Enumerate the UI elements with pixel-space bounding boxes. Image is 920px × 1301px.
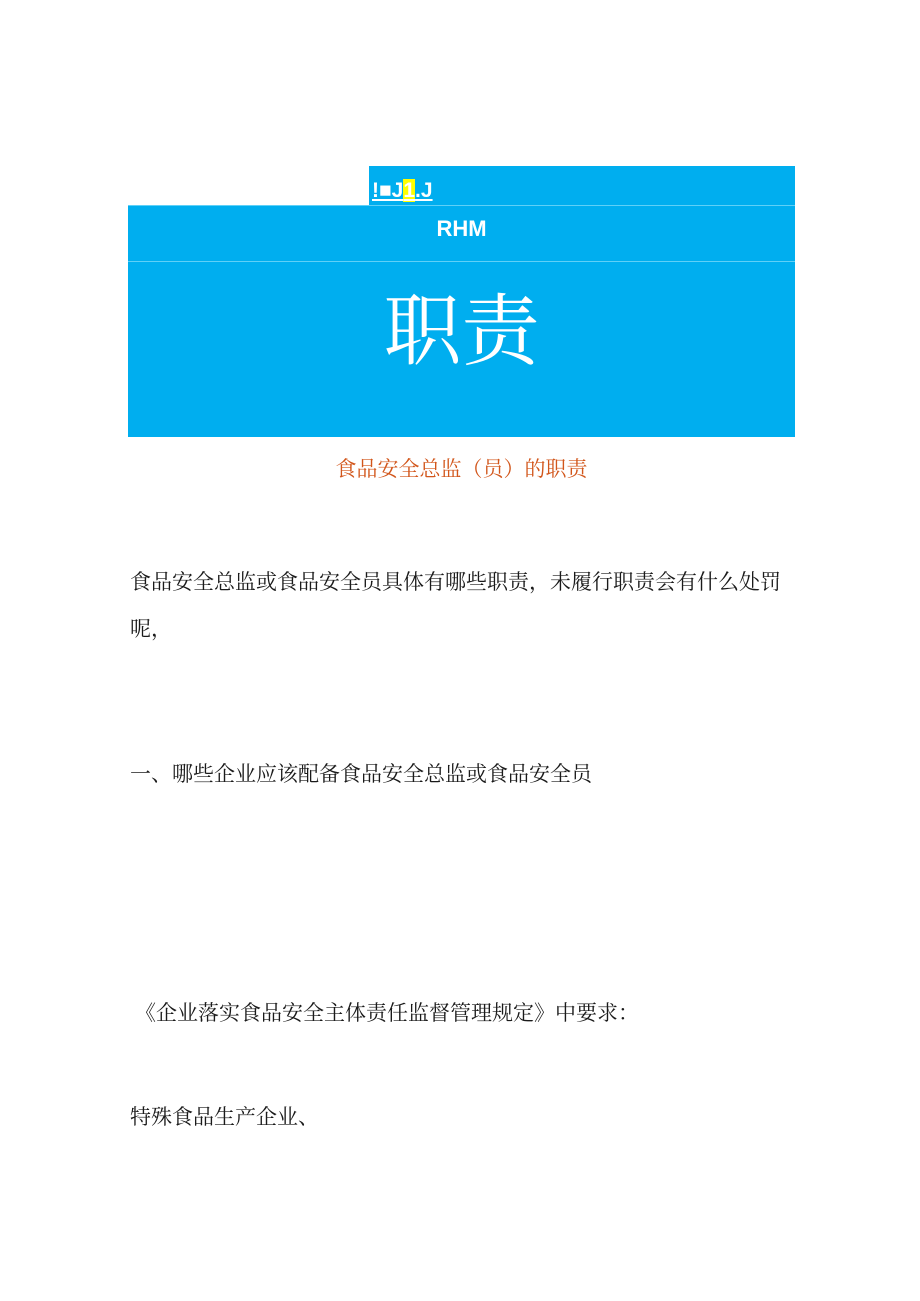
banner-code-highlight: 1 — [403, 179, 416, 202]
section-heading: 一、哪些企业应该配备食品安全总监或食品安全员 — [130, 762, 592, 786]
regulation-paragraph: 《企业落实食品安全主体责任监督管理规定》中要求： — [135, 1001, 639, 1025]
intro-paragraph: 食品安全总监或食品安全员具体有哪些职责，未履行职责会有什么处罚呢， — [130, 570, 781, 641]
banner-code-suffix: .J — [415, 179, 433, 202]
document-subtitle: 食品安全总监（员）的职责 — [335, 457, 588, 481]
banner-divider — [128, 205, 795, 206]
special-food-paragraph: 特殊食品生产企业、 — [130, 1105, 319, 1129]
banner-code-prefix: !■J — [372, 179, 404, 202]
banner-title: 职责 — [383, 287, 540, 377]
banner-sub-label: RHM — [436, 216, 487, 241]
banner-code — [372, 178, 433, 204]
banner-divider — [128, 261, 795, 262]
banner-top-strip — [369, 166, 795, 205]
